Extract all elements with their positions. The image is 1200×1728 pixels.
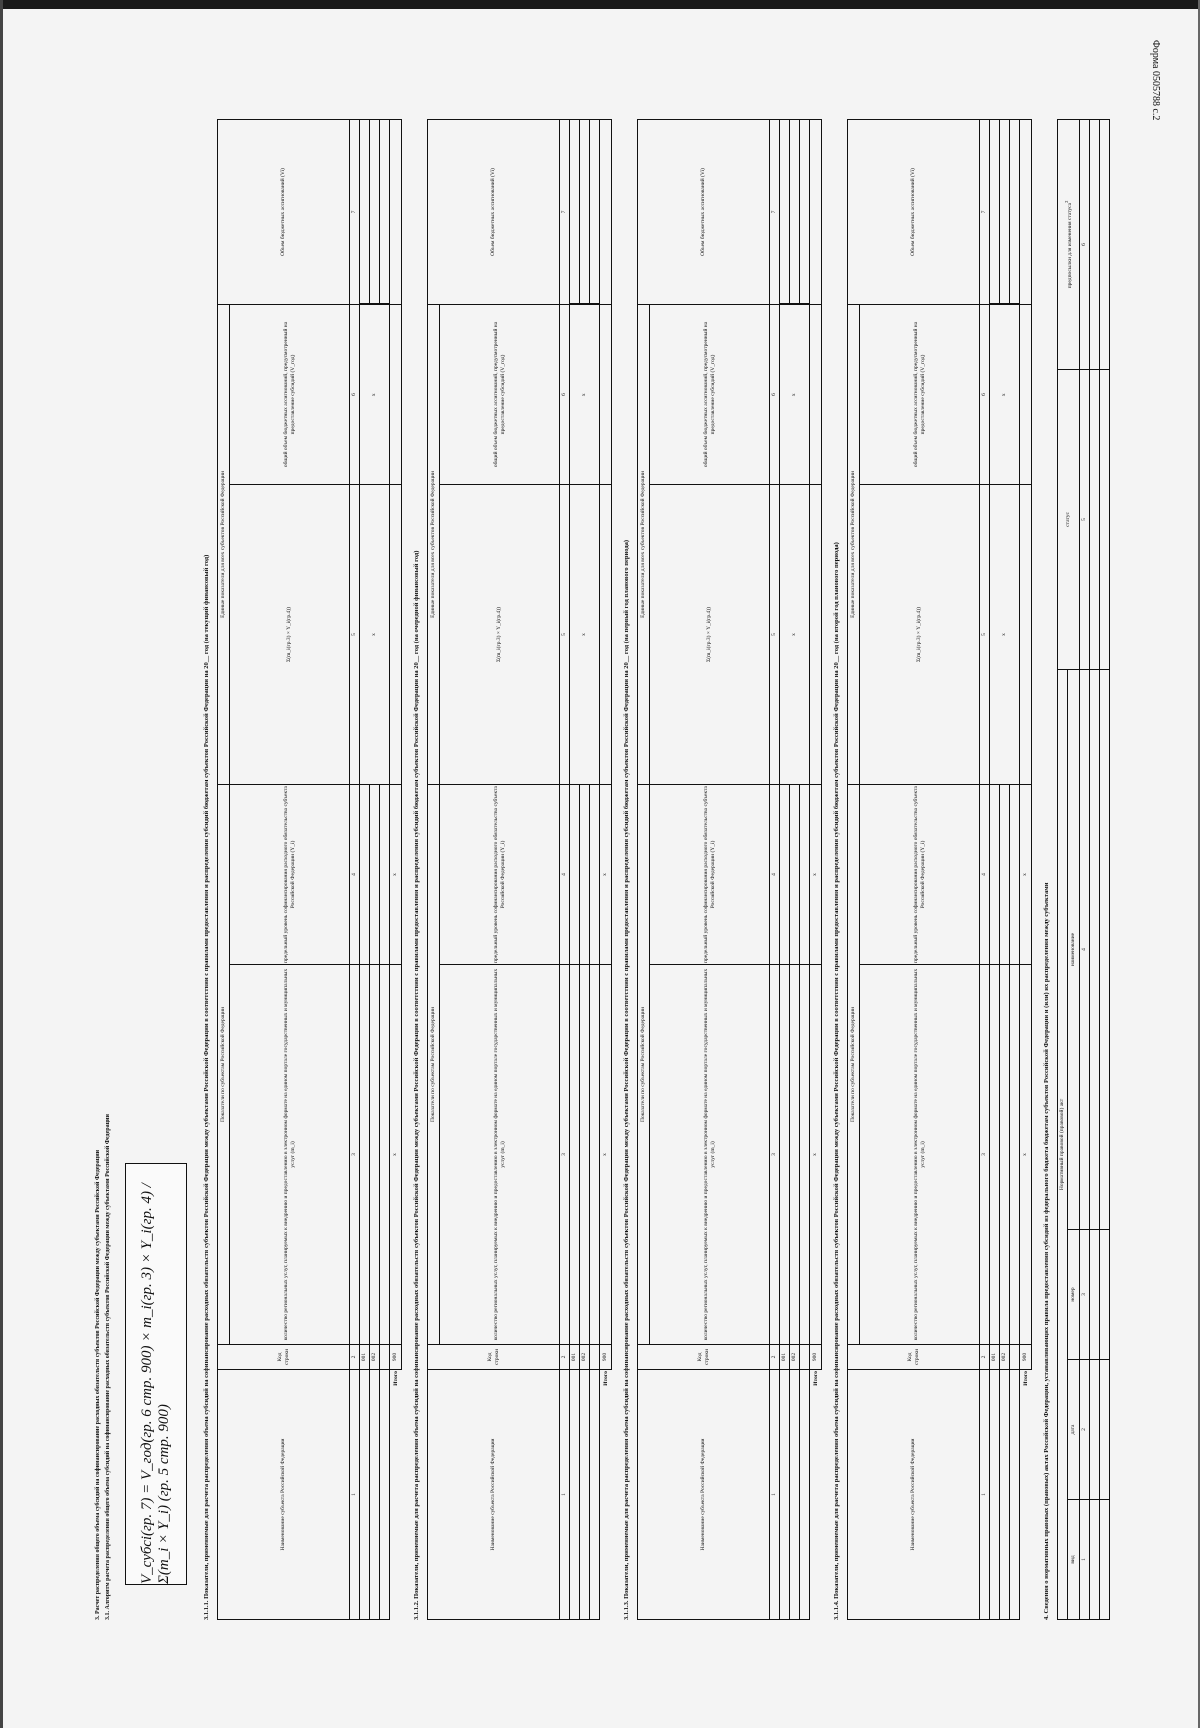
total-code: 900 [810,1345,822,1370]
table-cell [1090,669,1100,1229]
table-row [780,1370,790,1620]
cell-x: x [570,484,600,784]
header-col-name: Наименование субъекта Российской Федерации [428,1370,560,1620]
indicator-table [637,119,822,1620]
header-kind: вид [1068,1500,1080,1620]
table-cell [590,965,600,1345]
cell-x: x [600,965,612,1345]
table-cell [1020,484,1032,784]
table-cell [1000,119,1010,304]
col-number: 7 [350,119,360,304]
table-cell [810,119,822,304]
table-cell [1000,784,1010,964]
cell-x: x [780,484,810,784]
header-col-5: Σ(m_i(гр.3) × Y_i(гр.4)) [230,484,350,784]
formula-box [125,1163,187,1585]
table-cell [390,484,402,784]
cell-x: x [780,304,810,484]
row-code: 001 [990,1345,1000,1370]
table-cell [600,304,612,484]
cell-x: x [810,784,822,964]
table-cell [800,119,810,304]
subtable-title: 3.1.1.3. Показатели, применяемые для расчета распределения объема субсидий на софинансирование расходных обязательств субъектов Российской Федерации между субъектами Российской Федерации в соответствии с правилами предоставления и распределения субсидий бюджетам субъектов Российской Федерации на 20__ год (на первый год планового периода) [623,539,630,1620]
table-cell [790,965,800,1345]
table-cell [380,119,390,304]
col-number: 3 [980,965,990,1345]
cell-x: x [570,304,600,484]
table-cell [370,965,380,1345]
header-col-6: общий объем бюджетных ассигнований, предусмотренный на предоставление субсидий (V_год) [230,304,350,484]
row-code: 002 [1000,1345,1010,1370]
col-number: 4 [560,784,570,964]
table-cell [570,784,580,964]
header-group-subject: Показатели по субъектам Российской Федерации [848,784,860,1344]
col-number: 6 [770,304,780,484]
cell-x: x [810,965,822,1345]
table-cell [810,304,822,484]
table-cell [380,1345,390,1370]
col-number: 6 [1080,119,1090,369]
legal-acts-table [1057,119,1110,1620]
table-cell [800,1345,810,1370]
col-number: 1 [770,1370,780,1620]
subtable-title: 3.1.1.1. Показатели, применяемые для расчета распределения объема субсидий на софинансирование расходных обязательств субъектов Российской Федерации между субъектами Российской Федерации в соответствии с правилами предоставления и распределения субсидий бюджетам субъектов Российской Федерации на 20__ год (на текущий финансовый год) [203,554,210,1620]
col-number: 2 [980,1345,990,1370]
header-col-4: предельный уровень софинансирования расходного обязательства субъекта Российской Федерации (Y_i) [440,784,560,964]
cell-x: x [390,784,402,964]
table-cell [780,119,790,304]
cell-x: x [990,304,1020,484]
col-number: 5 [1080,369,1090,669]
header-group-subject: Показатели по субъектам Российской Федерации [638,784,650,1344]
col-number: 1 [560,1370,570,1620]
header-col-7: Объем бюджетных ассигнований (Vi) [428,119,560,304]
col-number: 6 [980,304,990,484]
table-cell [570,119,580,304]
col-number: 7 [560,119,570,304]
header-col-4: предельный уровень софинансирования расходного обязательства субъекта Российской Федерации (Y_i) [650,784,770,964]
indicator-table [427,119,612,1620]
table-cell [1090,1230,1100,1360]
section-4-title: 4. Сведения о нормативных правовых (правовых) актах Российской Федерации, устанавливающих правила предоставления субсидий из федерального бюджета бюджетам субъектов Российской Федерации и (или) их распределения между субъектами [1043,882,1050,1620]
section-3-1-heading: 3.1. Алгоритм расчета распределения общего объема субсидий на софинансирование расходных обязательств субъектов Российской Федерации между субъектами Российской Федерации [105,1114,111,1620]
row-code: 002 [580,1345,590,1370]
col-number: 3 [350,965,360,1345]
row-code: 001 [360,1345,370,1370]
table-cell [1090,369,1100,669]
table-cell [380,965,390,1345]
table-cell [1100,1230,1110,1360]
indicator-table [217,119,402,1620]
table-cell [590,1345,600,1370]
header-col-code: Код строки [638,1345,770,1370]
table-cell [1000,965,1010,1345]
table-row [1000,1370,1010,1620]
header-col-code: Код строки [218,1345,350,1370]
header-col-name: Наименование субъекта Российской Федерации [848,1370,980,1620]
table-cell [1100,119,1110,369]
header-col-6: общий объем бюджетных ассигнований, предусмотренный на предоставление субсидий (V_год) [650,304,770,484]
table-cell [780,784,790,964]
header-group-subject: Показатели по субъектам Российской Федерации [428,784,440,1344]
table-row [1100,1500,1110,1620]
indicator-table [847,119,1032,1620]
table-row [580,1370,590,1620]
table-cell [360,784,370,964]
col-number: 7 [980,119,990,304]
col-number: 4 [980,784,990,964]
col-number: 3 [560,965,570,1345]
table-cell [580,965,590,1345]
col-number: 2 [560,1345,570,1370]
table-cell [360,119,370,304]
header-group-act: Нормативный правовой (правовой) акт [1058,669,1068,1619]
header-col-4: предельный уровень софинансирования расходного обязательства субъекта Российской Федерации (Y_i) [230,784,350,964]
table-cell [990,119,1000,304]
table-row [570,1370,580,1620]
header-group-unified: Единые показатели для всех субъектов Российской Федерации [848,304,860,784]
subtable-title: 3.1.1.4. Показатели, применяемые для расчета распределения объема субсидий на софинансирование расходных обязательств субъектов Российской Федерации между субъектами Российской Федерации в соответствии с правилами предоставления и распределения субсидий бюджетам субъектов Российской Федерации на 20__ год (на второй год планового периода) [833,542,840,1620]
table-cell [1100,669,1110,1229]
cell-x: x [990,484,1020,784]
header-group-subject: Показатели по субъектам Российской Федерации [218,784,230,1344]
header-col-7: Объем бюджетных ассигнований (Vi) [218,119,350,304]
col-number: 5 [770,484,780,784]
subtable-title: 3.1.1.2. Показатели, применяемые для расчета распределения объема субсидий на софинансирование расходных обязательств субъектов Российской Федерации между субъектами Российской Федерации в соответствии с правилами предоставления и распределения субсидий бюджетам субъектов Российской Федерации на 20__ год (на очередной финансовый год) [413,550,420,1620]
header-col-5: Σ(m_i(гр.3) × Y_i(гр.4)) [860,484,980,784]
table-cell [600,484,612,784]
col-number: 3 [1080,1230,1090,1360]
table-cell [600,119,612,304]
col-number: 1 [980,1370,990,1620]
col-number: 5 [350,484,360,784]
header-number: номер [1068,1230,1080,1360]
table-row [1090,1500,1100,1620]
scan-edge-left [0,0,3,1728]
table-cell [810,484,822,784]
table-cell [1020,304,1032,484]
table-cell [1010,965,1020,1345]
cell-x: x [360,304,390,484]
col-number: 6 [560,304,570,484]
table-row [990,1370,1000,1620]
col-number: 7 [770,119,780,304]
cell-x: x [1020,784,1032,964]
table-row [590,1370,600,1620]
table-cell [580,784,590,964]
header-col-7: Объем бюджетных ассигнований (Vi) [848,119,980,304]
total-label: Итого [602,1371,609,1386]
table-cell [1020,119,1032,304]
header-group-unified: Единые показатели для всех субъектов Российской Федерации [218,304,230,784]
table-cell [370,119,380,304]
table-row [370,1370,380,1620]
rotated-sheet [95,120,1135,1620]
cell-x: x [1020,965,1032,1345]
header-col-7: Объем бюджетных ассигнований (Vi) [638,119,770,304]
col-number: 3 [770,965,780,1345]
cell-x: x [390,965,402,1345]
table-cell [790,119,800,304]
table-cell [800,784,810,964]
table-cell [1090,1360,1100,1500]
header-date: дата [1068,1360,1080,1500]
total-code: 900 [1020,1345,1032,1370]
header-col-3: количество региональных услуг, планируемых к внедрению и предоставлению в электронном формате на едином портале государственных и муниципальных услуг (m_i) [860,965,980,1345]
total-label: Итого [392,1371,399,1386]
header-col-name: Наименование субъекта Российской Федерации [218,1370,350,1620]
col-number: 4 [770,784,780,964]
col-number: 5 [980,484,990,784]
table-cell [380,784,390,964]
table-cell [800,965,810,1345]
header-col-3: количество региональных услуг, планируемых к внедрению и предоставлению в электронном формате на едином портале государственных и муниципальных услуг (m_i) [650,965,770,1345]
row-code: 001 [780,1345,790,1370]
table-cell [590,784,600,964]
header-status: статус [1058,369,1080,669]
col-number: 1 [350,1370,360,1620]
table-row [800,1370,810,1620]
table-row [380,1370,390,1620]
scan-edge-top [0,0,1200,9]
header-col-5: Σ(m_i(гр.3) × Y_i(гр.4)) [440,484,560,784]
table-cell [1010,784,1020,964]
header-col-code: Код строки [848,1345,980,1370]
table-cell [790,784,800,964]
cell-x: x [600,784,612,964]
total-code: 900 [390,1345,402,1370]
table-cell [370,784,380,964]
table-cell [990,965,1000,1345]
table-row [360,1370,370,1620]
section-3-heading: 3. Расчет распределения общего объема субсидий на софинансирование расходных обязательств субъектов Российской Федерации между субъектами Российской Федерации [95,1149,101,1620]
col-number: 6 [350,304,360,484]
col-number: 2 [1080,1360,1090,1500]
header-col-name: Наименование субъекта Российской Федерации [638,1370,770,1620]
header-group-unified: Единые показатели для всех субъектов Российской Федерации [638,304,650,784]
col-number: 4 [1080,669,1090,1229]
col-number: 1 [1080,1500,1090,1620]
col-number: 4 [350,784,360,964]
table-cell [1010,119,1020,304]
header-group-unified: Единые показатели для всех субъектов Российской Федерации [428,304,440,784]
table-cell [1090,119,1100,369]
table-cell [780,965,790,1345]
table-cell [1100,1360,1110,1500]
header-col-code: Код строки [428,1345,560,1370]
header-col-3: количество региональных услуг, планируемых к внедрению и предоставлению в электронном формате на едином портале государственных и муниципальных услуг (m_i) [230,965,350,1345]
header-col-5: Σ(m_i(гр.3) × Y_i(гр.4)) [650,484,770,784]
table-cell [590,119,600,304]
col-number: 2 [770,1345,780,1370]
row-code: 002 [790,1345,800,1370]
total-label: Итого [1022,1371,1029,1386]
header-col-6: общий объем бюджетных ассигнований, предусмотренный на предоставление субсидий (V_год) [440,304,560,484]
form-page-label: Форма 0505788 с.2 [1150,40,1161,121]
row-code: 002 [370,1345,380,1370]
header-col-6: общий объем бюджетных ассигнований, предусмотренный на предоставление субсидий (V_год) [860,304,980,484]
status-change-label: предпосылки для изменения статуса [1066,202,1073,289]
row-code: 001 [570,1345,580,1370]
col-number: 2 [350,1345,360,1370]
table-cell [1100,369,1110,669]
footnote-marker: 2 [1063,200,1069,203]
col-number: 5 [560,484,570,784]
table-cell [990,784,1000,964]
table-cell [360,965,370,1345]
table-cell [1010,1345,1020,1370]
header-col-3: количество региональных услуг, планируемых к внедрению и предоставлению в электронном формате на едином портале государственных и муниципальных услуг (m_i) [440,965,560,1345]
cell-x: x [360,484,390,784]
header-title: наименование [1068,669,1080,1229]
header-col-4: предельный уровень софинансирования расходного обязательства субъекта Российской Федерации (Y_i) [860,784,980,964]
total-label: Итого [812,1371,819,1386]
table-cell [570,965,580,1345]
table-cell [390,304,402,484]
table-row [1010,1370,1020,1620]
table-cell [390,119,402,304]
header-status-change [1058,119,1080,369]
table-row [790,1370,800,1620]
table-cell [580,119,590,304]
formula-text: V_субсi(гр. 7) = V_год(гр. 6 стр. 900) × m_i(гр. 3) × Y_i(гр. 4) / Σ(m_i × Y_i) (гр. 5 стр. 900) [139,1183,172,1584]
total-code: 900 [600,1345,612,1370]
